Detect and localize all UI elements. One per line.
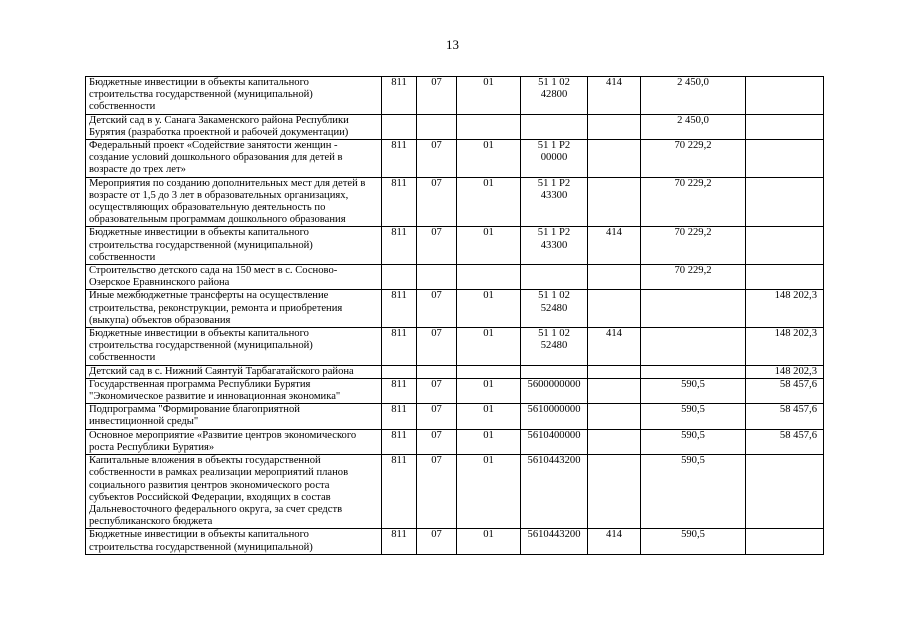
cell-amount-b: 148 202,3 <box>746 365 824 378</box>
cell-target: 5610443200 <box>521 455 588 529</box>
cell-target: 51 1 Р2 43300 <box>521 177 588 227</box>
table-row <box>86 140 824 178</box>
cell-target: 5600000000 <box>521 378 588 403</box>
table-row <box>86 529 824 554</box>
cell-amount-a <box>641 365 746 378</box>
table-row <box>86 77 824 115</box>
cell-name: Бюджетные инвестиции в объекты капитального строительства государственной (муниципальной) <box>86 529 382 554</box>
cell-name: Строительство детского сада на 150 мест в с. Сосново- Озерское Еравнинского района <box>86 265 382 290</box>
cell-type <box>588 365 641 378</box>
cell-amount-b: 58 457,6 <box>746 378 824 403</box>
cell-type: 414 <box>588 328 641 366</box>
cell-amount-a: 70 229,2 <box>641 227 746 265</box>
cell-amount-a: 2 450,0 <box>641 114 746 139</box>
cell-code: 811 <box>382 290 417 328</box>
cell-subsection <box>457 114 521 139</box>
cell-type <box>588 378 641 403</box>
cell-target: 51 1 Р2 00000 <box>521 140 588 178</box>
cell-name: Бюджетные инвестиции в объекты капитального строительства государственной (муниципальной) собственности <box>86 328 382 366</box>
cell-target <box>521 365 588 378</box>
cell-name: Федеральный проект «Содействие занятости женщин - создание условий дошкольного образования для детей в возрасте до трех лет» <box>86 140 382 178</box>
cell-target: 5610443200 <box>521 529 588 554</box>
cell-amount-a: 590,5 <box>641 429 746 454</box>
cell-section: 07 <box>417 77 457 115</box>
table-row <box>86 455 824 529</box>
table-row <box>86 378 824 403</box>
cell-subsection: 01 <box>457 227 521 265</box>
cell-target <box>521 114 588 139</box>
page-number: 13 <box>446 37 459 52</box>
table-row <box>86 365 824 378</box>
cell-amount-b: 148 202,3 <box>746 290 824 328</box>
cell-section: 07 <box>417 455 457 529</box>
cell-section: 07 <box>417 328 457 366</box>
cell-code: 811 <box>382 455 417 529</box>
cell-type <box>588 265 641 290</box>
cell-amount-b <box>746 177 824 227</box>
cell-type <box>588 290 641 328</box>
cell-subsection: 01 <box>457 529 521 554</box>
cell-amount-b <box>746 114 824 139</box>
cell-name: Мероприятия по созданию дополнительных мест для детей в возрасте от 1,5 до 3 лет в образовательных организациях, осуществляющих образовательную деятельность по образовательным программам дошкольного образования <box>86 177 382 227</box>
cell-name: Детский сад в с. Нижний Саянтуй Тарбагатайского района <box>86 365 382 378</box>
cell-section: 07 <box>417 177 457 227</box>
cell-amount-a: 590,5 <box>641 455 746 529</box>
table-row <box>86 429 824 454</box>
cell-target <box>521 265 588 290</box>
cell-subsection: 01 <box>457 290 521 328</box>
cell-code <box>382 114 417 139</box>
cell-code: 811 <box>382 529 417 554</box>
cell-target: 51 1 Р2 43300 <box>521 227 588 265</box>
table-row <box>86 177 824 227</box>
cell-amount-a <box>641 328 746 366</box>
cell-subsection: 01 <box>457 455 521 529</box>
cell-name: Основное мероприятие «Развитие центров экономического роста Республики Бурятия» <box>86 429 382 454</box>
cell-target: 5610400000 <box>521 429 588 454</box>
cell-section <box>417 265 457 290</box>
cell-code <box>382 265 417 290</box>
cell-name: Подпрограмма "Формирование благоприятной инвестиционной среды" <box>86 404 382 429</box>
cell-name: Бюджетные инвестиции в объекты капитального строительства государственной (муниципальной) собственности <box>86 77 382 115</box>
cell-target: 51 1 02 52480 <box>521 290 588 328</box>
cell-amount-b: 58 457,6 <box>746 429 824 454</box>
budget-table <box>85 76 824 555</box>
cell-code: 811 <box>382 378 417 403</box>
cell-section <box>417 114 457 139</box>
table-row <box>86 227 824 265</box>
cell-code: 811 <box>382 77 417 115</box>
cell-subsection: 01 <box>457 77 521 115</box>
table-row <box>86 290 824 328</box>
cell-amount-a <box>641 290 746 328</box>
cell-amount-a: 590,5 <box>641 378 746 403</box>
cell-amount-a: 70 229,2 <box>641 177 746 227</box>
cell-code: 811 <box>382 140 417 178</box>
table-row <box>86 404 824 429</box>
cell-subsection: 01 <box>457 140 521 178</box>
cell-section: 07 <box>417 429 457 454</box>
cell-subsection <box>457 365 521 378</box>
cell-amount-b <box>746 77 824 115</box>
table-row <box>86 114 824 139</box>
cell-amount-b <box>746 227 824 265</box>
cell-type <box>588 140 641 178</box>
cell-name: Капитальные вложения в объекты государственной собственности в рамках реализации мероприятий планов социального развития центров экономического роста субъектов Российской Федерации, входящих в состав Дальневосточного федерального округа, за счет средств республиканского бюджета <box>86 455 382 529</box>
cell-subsection: 01 <box>457 177 521 227</box>
cell-type <box>588 455 641 529</box>
cell-code <box>382 365 417 378</box>
table-row <box>86 328 824 366</box>
cell-section <box>417 365 457 378</box>
cell-section: 07 <box>417 227 457 265</box>
cell-target: 51 1 02 52480 <box>521 328 588 366</box>
cell-amount-a: 70 229,2 <box>641 140 746 178</box>
cell-amount-b: 58 457,6 <box>746 404 824 429</box>
cell-code: 811 <box>382 429 417 454</box>
cell-target: 51 1 02 42800 <box>521 77 588 115</box>
cell-amount-a: 2 450,0 <box>641 77 746 115</box>
cell-type <box>588 429 641 454</box>
cell-type: 414 <box>588 529 641 554</box>
cell-code: 811 <box>382 404 417 429</box>
cell-name: Государственная программа Республики Бурятия "Экономическое развитие и инновационная экономика" <box>86 378 382 403</box>
cell-code: 811 <box>382 227 417 265</box>
cell-amount-b: 148 202,3 <box>746 328 824 366</box>
cell-type <box>588 404 641 429</box>
cell-type <box>588 114 641 139</box>
cell-name: Иные межбюджетные трансферты на осуществление строительства, реконструкции, ремонта и приобретения (выкупа) объектов образования <box>86 290 382 328</box>
cell-section: 07 <box>417 404 457 429</box>
cell-amount-b <box>746 265 824 290</box>
cell-amount-b <box>746 455 824 529</box>
cell-code: 811 <box>382 328 417 366</box>
cell-amount-b <box>746 529 824 554</box>
cell-amount-a: 590,5 <box>641 404 746 429</box>
cell-subsection: 01 <box>457 328 521 366</box>
cell-section: 07 <box>417 290 457 328</box>
cell-subsection: 01 <box>457 378 521 403</box>
cell-amount-a: 590,5 <box>641 529 746 554</box>
cell-section: 07 <box>417 140 457 178</box>
cell-name: Бюджетные инвестиции в объекты капитального строительства государственной (муниципальной) собственности <box>86 227 382 265</box>
cell-subsection: 01 <box>457 429 521 454</box>
cell-name: Детский сад в у. Санага Закаменского района Республики Бурятия (разработка проектной и рабочей документации) <box>86 114 382 139</box>
cell-section: 07 <box>417 529 457 554</box>
cell-amount-b <box>746 140 824 178</box>
cell-type: 414 <box>588 77 641 115</box>
cell-code: 811 <box>382 177 417 227</box>
cell-subsection: 01 <box>457 404 521 429</box>
table-row <box>86 265 824 290</box>
cell-type <box>588 177 641 227</box>
cell-section: 07 <box>417 378 457 403</box>
cell-type: 414 <box>588 227 641 265</box>
cell-subsection <box>457 265 521 290</box>
cell-target: 5610000000 <box>521 404 588 429</box>
cell-amount-a: 70 229,2 <box>641 265 746 290</box>
